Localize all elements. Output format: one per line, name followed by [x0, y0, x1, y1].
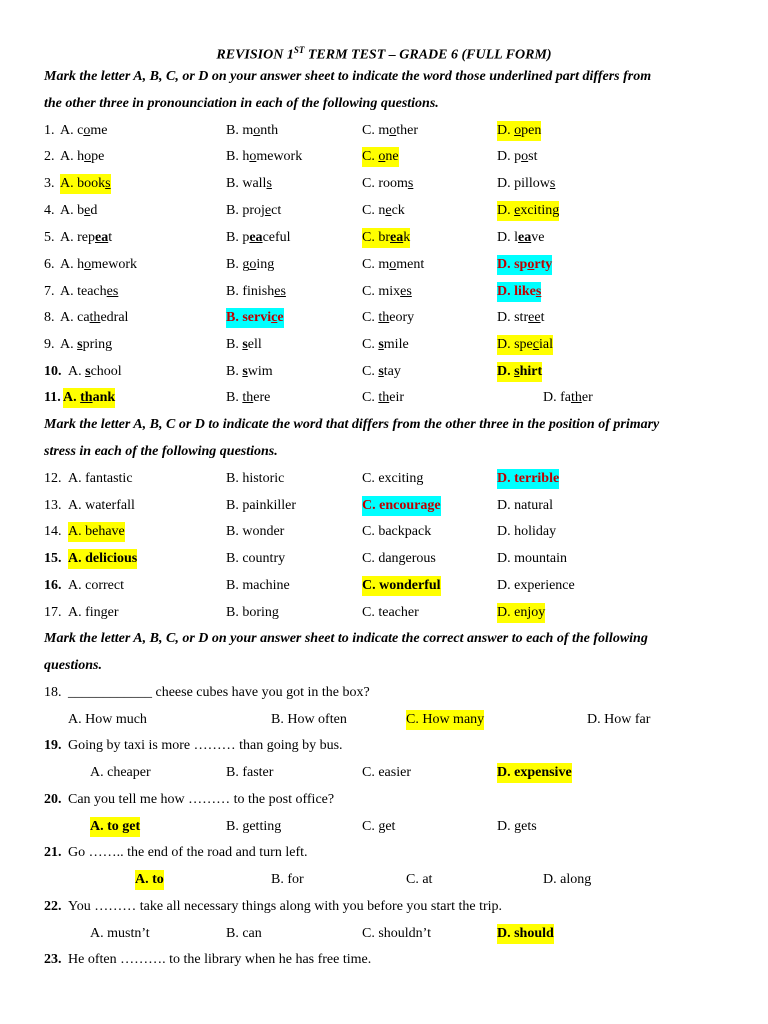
question-row	[0, 603, 768, 629]
option-a: A. come	[60, 123, 108, 138]
option-c: C. rooms	[362, 176, 414, 191]
option-a: A. hope	[60, 149, 105, 164]
option-c-answer: C. How many	[406, 710, 484, 730]
option-d: D. leave	[497, 230, 545, 245]
option-a: A. spring	[60, 337, 113, 352]
option-d: D. mountain	[497, 551, 567, 566]
option-c: C. their	[362, 390, 404, 405]
q-num: 12.	[44, 471, 62, 486]
q-text: ____________ cheese cubes have you got in the box?	[68, 685, 370, 700]
section1-instruction-line2: the other three in pronounciation in each of the following questions.	[44, 96, 439, 111]
q-num: 8.	[44, 310, 55, 325]
option-b: B. swim	[226, 364, 273, 379]
option-b: B. sell	[226, 337, 262, 352]
option-d: D. street	[497, 310, 545, 325]
option-d: D. experience	[497, 578, 575, 593]
option-d-answer: D. special	[497, 335, 553, 355]
question-row	[0, 388, 768, 414]
q-text: Go …….. the end of the road and turn left.	[68, 845, 308, 860]
section1-instruction-line1: Mark the letter A, B, C, or D on your answer sheet to indicate the word those underlined part differs from	[44, 69, 652, 84]
option-a: A. waterfall	[68, 498, 135, 513]
section3-instruction-line2: questions.	[44, 658, 102, 673]
option-d-answer: D. enjoy	[497, 603, 545, 623]
option-c: C. mixes	[362, 284, 412, 299]
question-row	[0, 335, 768, 361]
option-c: C. theory	[362, 310, 415, 325]
question-row	[0, 147, 768, 173]
option-c: C. stay	[362, 364, 401, 379]
option-d: D. gets	[497, 819, 537, 834]
q-num: 15.	[44, 551, 62, 566]
option-b: B. there	[226, 390, 271, 405]
option-b: B. historic	[226, 471, 285, 486]
option-a-answer: A. behave	[68, 522, 125, 542]
question-stem	[0, 950, 768, 976]
q-text: Going by taxi is more ……… than going by bus.	[68, 738, 343, 753]
option-b-answer: B. service	[226, 308, 284, 328]
q-num: 7.	[44, 284, 55, 299]
section2-instruction-line1: Mark the letter A, B, C or D to indicate the word that differs from the other three in the position of primary	[44, 417, 660, 432]
question-row	[0, 522, 768, 548]
question-stem	[0, 790, 768, 816]
option-b: B. getting	[226, 819, 282, 834]
option-d-answer: D. shirt	[497, 362, 542, 382]
question-row	[0, 121, 768, 147]
q-num: 10.	[44, 364, 62, 379]
q-num: 11.	[44, 390, 61, 405]
title-main: REVISION 1	[216, 47, 294, 63]
q-num: 6.	[44, 257, 55, 272]
option-d: D. father	[543, 390, 593, 405]
q-num: 21.	[44, 845, 62, 860]
q-num: 22.	[44, 899, 62, 914]
q-num: 9.	[44, 337, 55, 352]
option-b: B. for	[271, 872, 304, 887]
option-b: B. walls	[226, 176, 272, 191]
option-b: B. going	[226, 257, 275, 272]
section2-instruction-line2: stress in each of the following questions.	[44, 444, 278, 459]
option-a: A. correct	[68, 578, 124, 593]
q-num: 19.	[44, 738, 62, 753]
option-d-answer: D. terrible	[497, 469, 559, 489]
q-num: 13.	[44, 498, 62, 513]
option-a-answer: A. to	[135, 870, 164, 890]
q-num: 1.	[44, 123, 55, 138]
option-d: D. holiday	[497, 524, 557, 539]
option-a: A. cathedral	[60, 310, 129, 325]
question-row	[0, 362, 768, 388]
option-b: B. finishes	[226, 284, 286, 299]
question-row	[0, 549, 768, 575]
question-row	[0, 282, 768, 308]
option-b: B. peaceful	[226, 230, 291, 245]
option-c: C. backpack	[362, 524, 432, 539]
question-stem	[0, 843, 768, 869]
question-row	[0, 308, 768, 334]
option-a: A. school	[68, 364, 122, 379]
option-c: C. teacher	[362, 605, 419, 620]
option-b: B. How often	[271, 712, 347, 727]
option-c: C. get	[362, 819, 396, 834]
option-b: B. painkiller	[226, 498, 296, 513]
options-row	[0, 870, 768, 896]
option-b: B. can	[226, 926, 262, 941]
option-c: C. moment	[362, 257, 425, 272]
option-c-answer: C. one	[362, 147, 399, 167]
question-row	[0, 496, 768, 522]
q-num: 20.	[44, 792, 62, 807]
question-row	[0, 255, 768, 281]
option-a-answer: A. thank	[63, 388, 115, 408]
option-c-answer: C. break	[362, 228, 410, 248]
options-row	[0, 924, 768, 950]
question-row	[0, 201, 768, 227]
option-d-answer: D. expensive	[497, 763, 572, 783]
option-a: A. homework	[60, 257, 138, 272]
option-a-answer: A. to get	[90, 817, 140, 837]
option-b: B. project	[226, 203, 282, 218]
option-d-answer: D. open	[497, 121, 541, 141]
title-sup: ST	[293, 45, 305, 55]
q-text: Can you tell me how ……… to the post office?	[68, 792, 335, 807]
option-d: D. post	[497, 149, 538, 164]
option-b: B. homework	[226, 149, 303, 164]
q-num: 3.	[44, 176, 55, 191]
q-num: 18.	[44, 685, 62, 700]
option-d: D. natural	[497, 498, 553, 513]
q-num: 2.	[44, 149, 55, 164]
options-row	[0, 817, 768, 843]
option-d: D. along	[543, 872, 592, 887]
title-rest: TERM TEST – GRADE 6 (FULL FORM)	[304, 47, 552, 63]
option-b: B. boring	[226, 605, 279, 620]
page-title	[0, 40, 768, 66]
option-c: C. shouldn’t	[362, 926, 431, 941]
option-c: C. at	[406, 872, 433, 887]
question-stem	[0, 897, 768, 923]
question-stem	[0, 683, 768, 709]
option-c-answer: C. encourage	[362, 496, 441, 516]
option-d: D. How far	[587, 712, 651, 727]
option-b: B. month	[226, 123, 279, 138]
option-c: C. exciting	[362, 471, 424, 486]
option-a: A. fantastic	[68, 471, 133, 486]
q-num: 14.	[44, 524, 62, 539]
option-d-answer: D. exciting	[497, 201, 559, 221]
question-row	[0, 228, 768, 254]
option-a: A. bed	[60, 203, 98, 218]
option-c-answer: C. wonderful	[362, 576, 441, 596]
option-a: A. mustn’t	[90, 926, 150, 941]
question-row	[0, 576, 768, 602]
q-num: 5.	[44, 230, 55, 245]
q-num: 16.	[44, 578, 62, 593]
q-text: You ……… take all necessary things along with you before you start the trip.	[68, 899, 503, 914]
options-row	[0, 763, 768, 789]
q-num: 17.	[44, 605, 62, 620]
option-c: C. smile	[362, 337, 409, 352]
option-d-answer: D. likes	[497, 282, 541, 302]
option-a: A. repeat	[60, 230, 113, 245]
question-row	[0, 174, 768, 200]
option-d-answer: D. should	[497, 924, 554, 944]
option-d-answer: D. sporty	[497, 255, 552, 275]
section3-instruction-line1: Mark the letter A, B, C, or D on your answer sheet to indicate the correct answer to each of the following	[44, 631, 648, 646]
option-a-answer: A. books	[60, 174, 111, 194]
q-num: 23.	[44, 952, 62, 967]
option-b: B. wonder	[226, 524, 285, 539]
option-b: B. country	[226, 551, 286, 566]
options-row	[0, 710, 768, 736]
option-b: B. machine	[226, 578, 290, 593]
q-text: He often ………. to the library when he has free time.	[68, 952, 372, 967]
option-a-answer: A. delicious	[68, 549, 137, 569]
option-a: A. finger	[68, 605, 119, 620]
option-a: A. cheaper	[90, 765, 151, 780]
option-c: C. easier	[362, 765, 411, 780]
option-d: D. pillows	[497, 176, 556, 191]
option-c: C. neck	[362, 203, 405, 218]
question-row	[0, 469, 768, 495]
question-stem	[0, 736, 768, 762]
option-a: A. teaches	[60, 284, 119, 299]
option-c: C. dangerous	[362, 551, 436, 566]
option-a: A. How much	[68, 712, 147, 727]
option-c: C. mother	[362, 123, 418, 138]
q-num: 4.	[44, 203, 55, 218]
option-b: B. faster	[226, 765, 274, 780]
